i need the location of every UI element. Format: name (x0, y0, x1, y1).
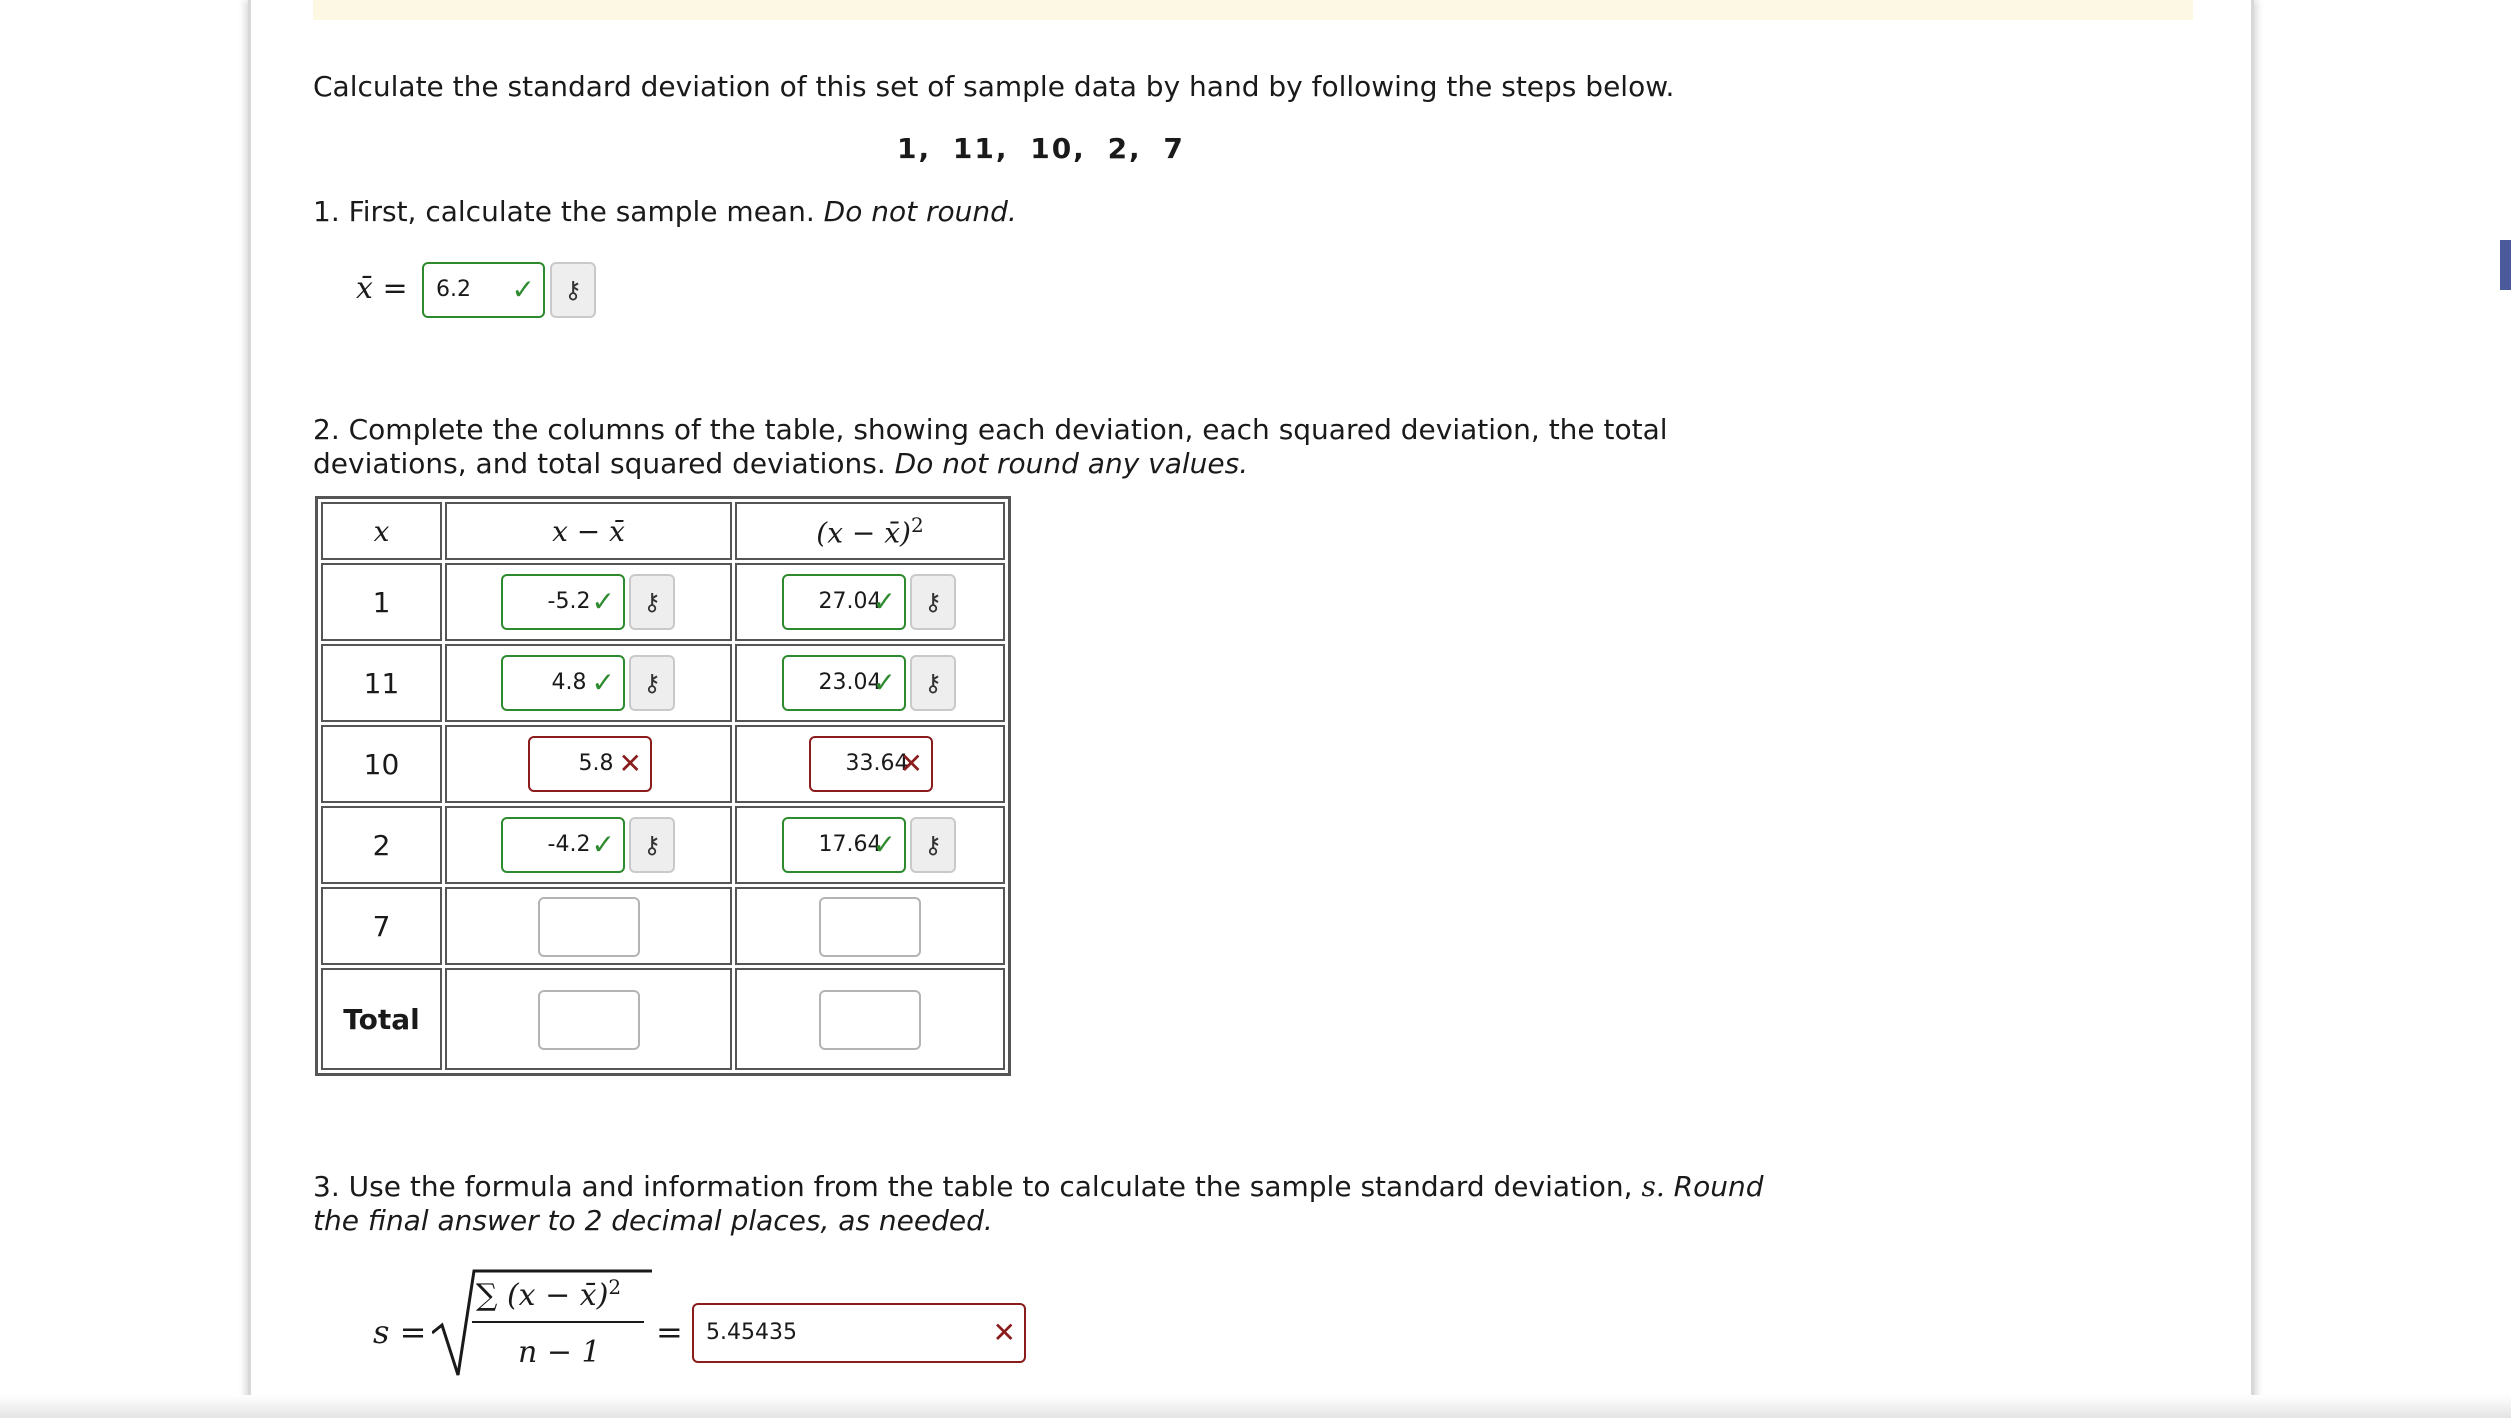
numerator-text: ∑ (x − x̄) (476, 1278, 609, 1313)
answer-key-button[interactable]: ⚷ (550, 262, 596, 318)
deviation-value: 4.8 (551, 670, 587, 695)
row-x-value: 10 (321, 725, 442, 803)
formula-s-label: s = (373, 1313, 427, 1351)
table-row (321, 806, 1005, 884)
step2-line1: Complete the columns of the table, showing each deviation, each squared deviation, the total (348, 413, 1668, 446)
answer-key-button[interactable]: ⚷ (910, 817, 956, 873)
total-deviation-field[interactable] (538, 990, 640, 1050)
header-squared-deviation: (x − x̄)$^2$ (735, 502, 1005, 560)
formula-equals: = (656, 1313, 683, 1351)
deviation-cell (445, 725, 732, 803)
squared-deviation-field[interactable] (782, 655, 906, 711)
deviation-field[interactable] (501, 655, 625, 711)
formula-numerator (476, 1275, 621, 1313)
row-x-value: 11 (321, 644, 442, 722)
step3-var: s. (1641, 1170, 1665, 1203)
table-row (321, 563, 1005, 641)
check-icon: ✓ (591, 828, 615, 861)
check-icon: ✓ (872, 585, 896, 618)
deviation-field[interactable] (501, 574, 625, 630)
panel-border-right (2251, 0, 2254, 1418)
row-x-value: 1 (321, 563, 442, 641)
total-label: Total (321, 968, 442, 1070)
deviation-field[interactable] (538, 897, 640, 957)
step3-note-end: the final answer to 2 decimal places, as needed. (313, 1204, 993, 1237)
intro-text: Calculate the standard deviation of this set of sample data by hand by following the steps below. (313, 70, 1675, 103)
answer-key-button[interactable]: ⚷ (910, 574, 956, 630)
answer-key-button[interactable]: ⚷ (910, 655, 956, 711)
squared-value: 17.64 (818, 832, 882, 857)
panel-border-left (248, 0, 251, 1418)
total-squared-field[interactable] (819, 990, 921, 1050)
deviation-cell (445, 563, 732, 641)
squared-deviation-field[interactable] (782, 574, 906, 630)
row-x-value: 7 (321, 887, 442, 965)
squared-deviation-field[interactable] (819, 897, 921, 957)
squared-value: 33.64 (845, 751, 909, 776)
check-icon: ✓ (872, 828, 896, 861)
deviation-value: -4.2 (547, 832, 591, 857)
step3-number: 3. (313, 1170, 340, 1203)
check-icon: ✓ (511, 273, 535, 306)
numerator-exponent: 2 (608, 1275, 622, 1299)
table-row (321, 725, 1005, 803)
table-header-row (321, 502, 1005, 560)
squared-value: 23.04 (818, 670, 882, 695)
deviation-field[interactable] (528, 736, 652, 792)
step2-prompt-line2 (313, 447, 1248, 481)
side-tab[interactable] (2500, 240, 2511, 290)
squared-value: 27.04 (818, 589, 882, 614)
notice-bar (313, 0, 2193, 20)
answer-key-button[interactable]: ⚷ (629, 655, 675, 711)
bottom-edge-shadow (0, 1395, 2511, 1418)
step2-prompt-line1 (313, 413, 1668, 447)
answer-key-button[interactable]: ⚷ (629, 817, 675, 873)
check-icon: ✓ (591, 585, 615, 618)
cross-icon: ✕ (618, 747, 642, 780)
squared-deviation-field[interactable] (809, 736, 933, 792)
step3-text: Use the formula and information from the table to calculate the sample standard deviation, (348, 1170, 1633, 1203)
right-backdrop (2254, 0, 2511, 1418)
squared-cell (735, 725, 1005, 803)
table-row (321, 644, 1005, 722)
table-total-row (321, 968, 1005, 1070)
step2-number: 2. (313, 413, 340, 446)
header-exponent: 2 (910, 512, 924, 537)
std-dev-answer-value: 5.45435 (706, 1320, 797, 1345)
squared-cell (735, 563, 1005, 641)
step1-number: 1. (313, 195, 340, 228)
header-deviation: x − x̄ (445, 502, 732, 560)
squared-deviation-field[interactable] (782, 817, 906, 873)
step1-text: First, calculate the sample mean. (348, 195, 815, 228)
step3-note-start: Round (1673, 1170, 1764, 1203)
deviation-cell (445, 806, 732, 884)
squared-cell (735, 806, 1005, 884)
step3-prompt-line2 (313, 1204, 993, 1238)
deviation-table (315, 496, 1011, 1076)
mean-label: x̄ = (356, 271, 408, 306)
deviation-field[interactable] (501, 817, 625, 873)
table-row (321, 887, 1005, 965)
row-x-value: 2 (321, 806, 442, 884)
step2-line2: deviations, and total squared deviations. (313, 447, 886, 480)
squared-cell (735, 887, 1005, 965)
step3-prompt-line1 (313, 1170, 1764, 1204)
deviation-value: -5.2 (547, 589, 591, 614)
header-x: x (321, 502, 442, 560)
total-deviation-cell (445, 968, 732, 1070)
std-dev-answer-field[interactable] (692, 1303, 1026, 1363)
deviation-cell (445, 887, 732, 965)
mean-answer-value: 6.2 (436, 277, 471, 302)
answer-key-button[interactable]: ⚷ (629, 574, 675, 630)
deviation-value: 5.8 (578, 751, 614, 776)
check-icon: ✓ (591, 666, 615, 699)
step1-note: Do not round. (823, 195, 1017, 228)
formula-denominator: n − 1 (518, 1335, 601, 1370)
fraction-bar (472, 1321, 644, 1323)
total-squared-cell (735, 968, 1005, 1070)
mean-answer-field[interactable] (422, 262, 545, 318)
step2-note: Do not round any values. (894, 447, 1249, 480)
squared-cell (735, 644, 1005, 722)
dataset: 1, 11, 10, 2, 7 (897, 132, 1185, 165)
deviation-cell (445, 644, 732, 722)
cross-icon: ✕ (992, 1316, 1016, 1349)
check-icon: ✓ (872, 666, 896, 699)
cross-icon: ✕ (899, 747, 923, 780)
left-backdrop (0, 0, 248, 1418)
step1-prompt (313, 195, 1017, 229)
